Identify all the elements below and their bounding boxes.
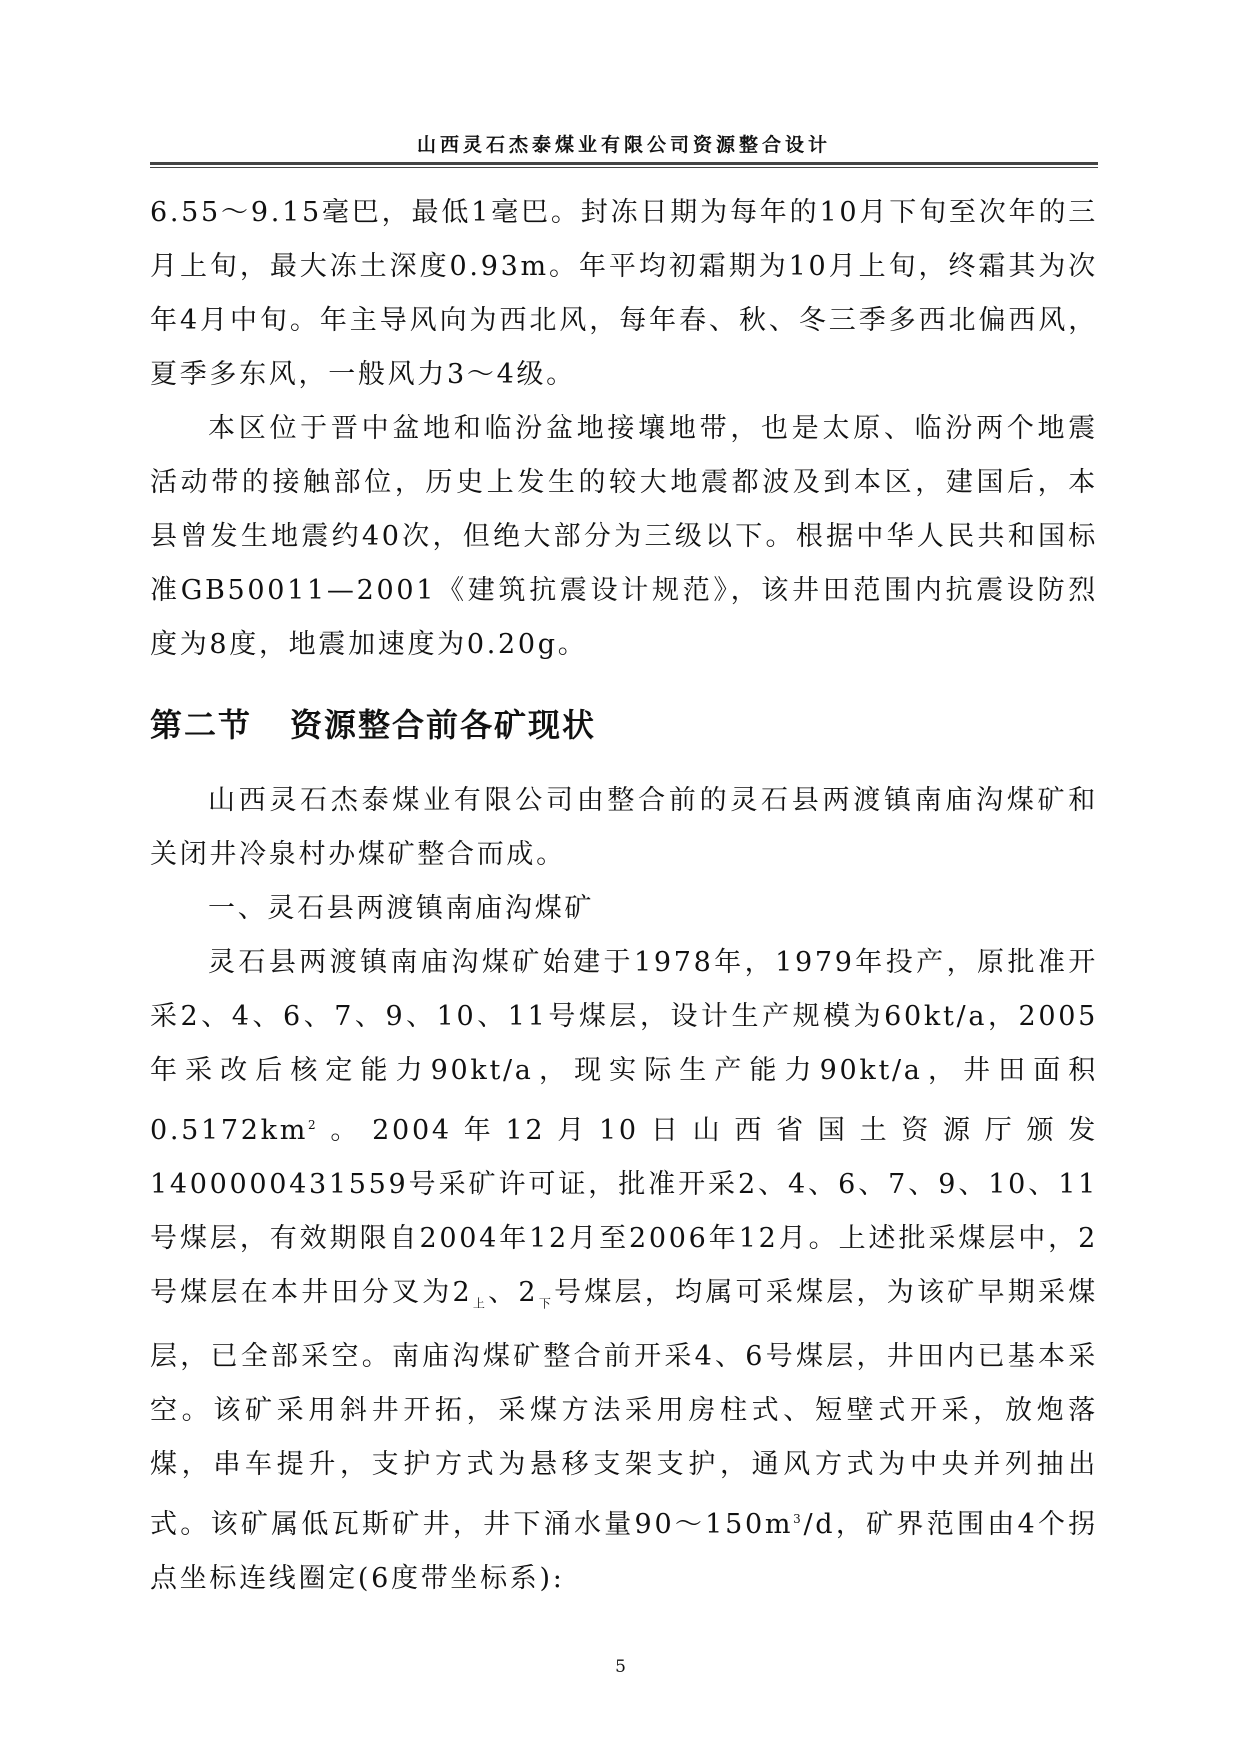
paragraph-intro: 山西灵石杰泰煤业有限公司由整合前的灵石县两渡镇南庙沟煤矿和关闭井冷泉村办煤矿整合而成。 (150, 785, 1098, 870)
subsection-heading: 一、灵石县两渡镇南庙沟煤矿 (208, 893, 595, 924)
header-rule-thick (150, 162, 1098, 165)
paragraph-climate: 6.55～9.15毫巴，最低1毫巴。封冻日期为每年的10月下旬至次年的三月上旬，最大冻土深度0.93m。年平均初霜期为10月上旬，终霜其为次年4月中旬。年主导风向为西北风，每年春、秋、冬三季多西北偏西风，夏季多东风，一般风力3～4级。 (150, 197, 1098, 390)
page-number: 5 (615, 1657, 626, 1677)
section-title: 资源整合前各矿现状 (290, 706, 597, 744)
header-rule-thin (150, 167, 1098, 168)
paragraph-mine-status: 灵石县两渡镇南庙沟煤矿始建于1978年，1979年投产，原批准开采2、4、6、7、9、10、11号煤层，设计生产规模为60kt/a，2005年采改后核定能力90kt/a，现实际生产能力90kt/a，井田面积$0.5172km^2$。2004年12月10日山西省国土资源厅颁发1400000431559号采矿许可证，批准开采2、4、6、7、9、10、11号煤层，有效期限自2004年12月至2006年12月。上述批采煤层中，2号煤层在本井田分叉为$2_上$、$2_下$号煤层，均属可采煤层，为该矿早期采煤层，已全部采空。南庙沟煤矿整合前开采4、6号煤层，井田内已基本采空。该矿采用斜井开拓，采煤方法采用房柱式、短壁式开采，放炮落煤，串车提升，支护方式为悬移支架支护，通风方式为中央并列抽出式。该矿属低瓦斯矿井，井下涌水量$90\sim 150m^3/d$，矿界范围由4个拐点坐标连线圈定(6度带坐标系): (150, 947, 1098, 1595)
body-text (150, 186, 1098, 1606)
section-heading (150, 698, 1098, 752)
paragraph-seismic: 本区位于晋中盆地和临汾盆地接壤地带，也是太原、临汾两个地震活动带的接触部位，历史上发生的较大地震都波及到本区，建国后，本县曾发生地震约40次，但绝大部分为三级以下。根据中华人民共和国标准GB50011—2001《建筑抗震设计规范》，该井田范围内抗震设防烈度为8度，地震加速度为0.20g。 (150, 413, 1098, 660)
section-number: 第二节 (150, 706, 253, 744)
page-header: 山西灵石杰泰煤业有限公司资源整合设计 (416, 134, 831, 156)
